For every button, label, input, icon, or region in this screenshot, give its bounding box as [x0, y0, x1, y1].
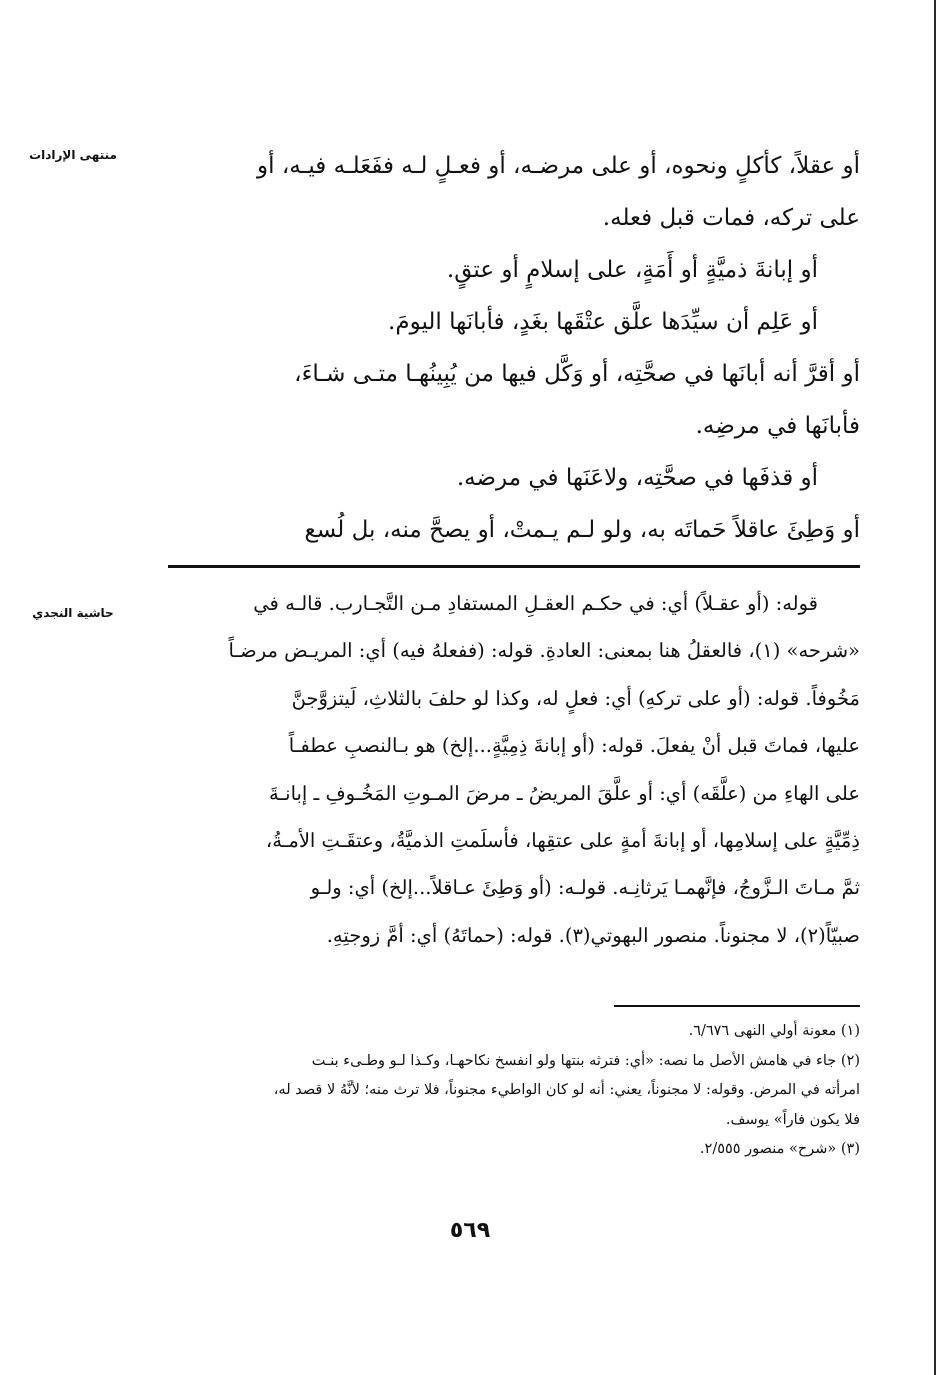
commentary-line: قوله: (أو عقـلاً) أي: في حكـم العقـلِ المستفادِ مـن التَّجـارب. قالـه في — [253, 592, 818, 615]
footnote-line: (٣) «شرح» منصور ٢/٥٥٥. — [699, 1141, 860, 1158]
commentary-line: صبيّاً(٢)، لا مجنوناً. منصور البهوتي(٣). قوله: (حماتَهُ) أي: أمَّ زوجتِهِ. — [326, 923, 860, 947]
footnote-line: فلا يكون فاراً» يوسف. — [725, 1111, 860, 1128]
footnote-line: امرأته في المرض. وقوله: لا مجنوناً، يعني: أنه لو كان الواطيء مجنوناً، فلا ترث منه؛ لأنَّهُ لا قصد له، — [273, 1082, 860, 1099]
commentary-block — [168, 580, 860, 959]
main-text-line: أو قذفَها في صحَّتِه، ولاعَنَها في مرضه. — [456, 465, 818, 491]
footnote-line: (١) معونة أولي النهى ٦/٦٧٦. — [688, 1023, 860, 1039]
main-text-line: أو إبانةَ ذميَّةٍ أو أَمَةٍ، على إسلامٍ أو عتقٍ. — [446, 257, 818, 283]
main-text-line: أو وَطِئَ عاقلاً حَماتَه به، ولو لـم يـمتْ، أو يصحَّ منه، بل لُسع — [304, 517, 860, 543]
commentary-line: ذِمِّيَّةٍ على إسلامِها، أو إبانةَ أمةٍ على عتقِها، فأسلَمتِ الذميَّةُ، وعتقَـتِ الأمـةُ، — [265, 828, 860, 852]
page-edge-line — [934, 0, 936, 1375]
side-label-commentary: حاشية النجدي — [32, 606, 114, 620]
main-text-line: فأبانَها في مرضِه. — [695, 413, 860, 439]
main-text-line: أو عقلاً، كأكلٍ ونحوه، أو على مرضـه، أو فعـلٍ لـه ففَعَلـه فيـه، أو — [257, 153, 860, 179]
side-label-main-text: منتهى الإرادات — [29, 148, 117, 162]
main-text-line: أو أقرَّ أنه أبانَها في صحَّتِه، أو وَكَّل فيها من يُبِينُهـا متـى شـاءَ، — [294, 361, 860, 387]
footnote-divider — [614, 1005, 860, 1007]
main-text-block — [168, 140, 860, 556]
main-text-line: أو عَلِم أن سيِّدَها علَّق عتْقَها بغَدٍ، فأبانَها اليومَ. — [388, 309, 818, 335]
commentary-line: عليها، فماتَ قبل أنْ يفعلَ. قوله: (أو إبانةَ ذِمِيَّةٍ...إلخ) هو بـالنصبِ عطفـاً — [288, 734, 860, 758]
commentary-line: مَخُوفاً. قوله: (أو على تركهِ) أي: فعلٍ له، وكذا لو حلفَ بالثلاثِ، لَيتزوَّجنَّ — [291, 686, 860, 710]
commentary-line: على الهاءِ من (علَّقَه) أي: أو علَّقَ المريضُ ـ مرضَ المـوتِ المَخُـوفِ ـ إبانـةَ — [268, 781, 860, 805]
commentary-line: ثمَّ مـاتَ الـزَّوجُ، فإنَّهمـا يَرثانِـه. قولـه: (أو وَطِئَ عـاقلاً...إلخ) أي: ولـو — [310, 876, 860, 900]
page-number: ٥٦٩ — [449, 1218, 491, 1243]
section-divider — [168, 565, 860, 568]
footnote-line: (٢) جاء في هامش الأصل ما نصه: «أي: فترثه بنتها ولو انفسخ نكاحهـا، وكـذا لـو وطـىء بنـت — [311, 1052, 860, 1069]
main-text-line: على تركه، فمات قبل فعله. — [602, 205, 860, 231]
commentary-line: «شرحه» (١)، فالعقلُ هنا بمعنى: العادةِ. قوله: (ففعلهُ فيه) أي: المريـض مرضـاً — [228, 639, 860, 663]
footnotes-block — [168, 1017, 860, 1165]
